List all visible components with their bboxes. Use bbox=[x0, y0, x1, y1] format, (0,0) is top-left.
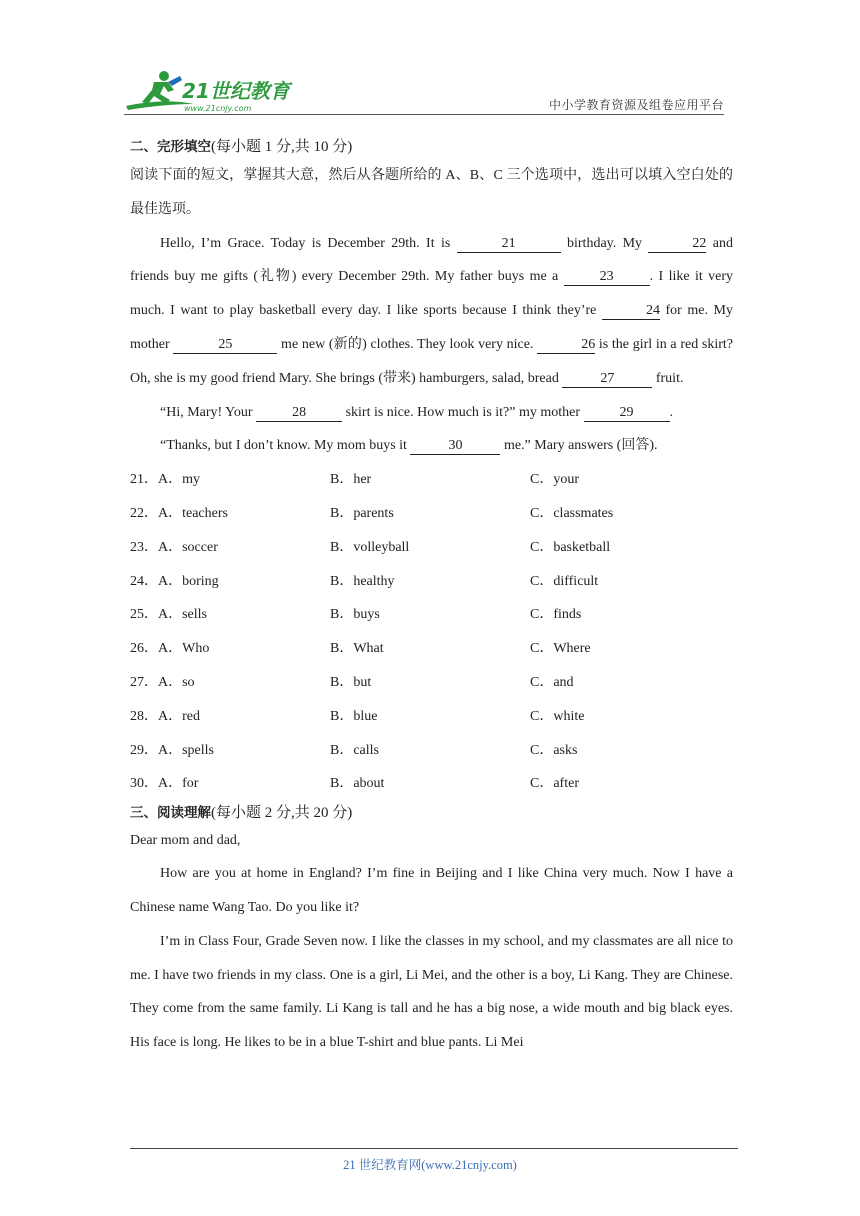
option-row-27 bbox=[130, 666, 733, 700]
option-a: 30．A．for bbox=[130, 776, 199, 792]
letter-paragraph-1: How are you at home in England? I’m fine in Beijing and I like China very much. Now I have a Chinese name Wang Tao. Do you like it? bbox=[130, 866, 733, 915]
runner-logo-icon bbox=[124, 68, 294, 114]
option-row-21 bbox=[130, 463, 733, 497]
section2-title-bold: 二、完形填空 bbox=[130, 139, 211, 155]
option-b: B．but bbox=[330, 674, 372, 690]
section2-instruction: 阅读下面的短文，掌握其大意，然后从各题所给的 A、B、C 三个选项中，选出可以填入空白处的最佳选项。 bbox=[130, 168, 733, 217]
option-row-23 bbox=[130, 531, 733, 565]
section2-title bbox=[130, 135, 733, 159]
text-run: for me. My mother bbox=[130, 303, 733, 352]
section3-title-rest: (每小题 2 分,共 20 分) bbox=[211, 805, 353, 822]
option-c: C．Where bbox=[530, 641, 591, 657]
blank-25: 25 bbox=[173, 337, 277, 354]
text-run: is the girl in a red skirt? Oh, she is my good friend Mary. She brings (带来) hamburgers, salad, bread bbox=[130, 336, 734, 386]
option-c: C．and bbox=[530, 674, 574, 690]
option-b: B．volleyball bbox=[330, 539, 410, 555]
option-row-24 bbox=[130, 565, 733, 599]
option-a: 24．A．boring bbox=[130, 573, 219, 589]
text-run: me.” Mary answers (回答). bbox=[500, 438, 658, 454]
text-run: “Hi, Mary! Your bbox=[160, 404, 257, 420]
text-run: “Thanks, but I don’t know. My mom buys it bbox=[160, 438, 411, 454]
cloze-paragraph-2 bbox=[130, 396, 733, 430]
letter-paragraph-2: I’m in Class Four, Grade Seven now. I like the classes in my school, and my classmates are all nice to me. I have two friends in my class. One is a girl, Li Mei, and the other is a boy, Li Kang. They are Chinese. They come from the same family. Li Kang is tall and he has a big nose, a wide mouth and big black eyes. His face is long. He likes to be in a blue T-shirt and blue pants. Li Mei bbox=[130, 933, 733, 1051]
platform-label: 中小学教育资源及组卷应用平台 bbox=[548, 98, 724, 112]
option-b: B．about bbox=[330, 776, 385, 792]
text-run: me new (新的) clothes. They look very nice. bbox=[277, 336, 538, 352]
option-b: B．her bbox=[330, 472, 372, 488]
text-run: birthday. My bbox=[560, 235, 649, 251]
option-row-25 bbox=[130, 598, 733, 632]
blank-28: 28 bbox=[256, 405, 342, 422]
cloze-paragraph-3 bbox=[130, 429, 733, 463]
option-b: B．parents bbox=[330, 505, 394, 521]
header-divider bbox=[124, 114, 724, 115]
text-run: skirt is nice. How much is it?” my mother bbox=[342, 404, 584, 420]
options-list bbox=[130, 463, 733, 801]
option-c: C．after bbox=[530, 776, 579, 792]
option-a: 21．A．my bbox=[130, 472, 200, 488]
option-a: 25．A．sells bbox=[130, 607, 207, 623]
blank-26: 26 bbox=[537, 337, 595, 354]
logo-text: 21世纪教育 bbox=[182, 79, 290, 103]
text-run: Hello, I’m Grace. Today is December 29th. It is bbox=[160, 235, 457, 251]
blank-24: 24 bbox=[602, 303, 660, 320]
option-c: C．asks bbox=[530, 742, 578, 758]
site-logo bbox=[124, 68, 294, 114]
option-c: C．white bbox=[530, 708, 585, 724]
option-row-29 bbox=[130, 734, 733, 768]
option-row-28 bbox=[130, 700, 733, 734]
option-a: 23．A．soccer bbox=[130, 539, 218, 555]
cloze-paragraph-1 bbox=[130, 227, 733, 396]
page-header bbox=[124, 68, 724, 116]
option-c: C．finds bbox=[530, 607, 582, 623]
blank-27: 27 bbox=[562, 371, 652, 388]
logo-url: www.21cnjy.com bbox=[184, 104, 252, 113]
option-a: 27．A．so bbox=[130, 674, 195, 690]
section3-title-bold: 三、阅读理解 bbox=[130, 805, 211, 822]
section2-title-rest: (每小题 1 分,共 10 分) bbox=[211, 139, 353, 155]
option-a: 26．A．Who bbox=[130, 641, 210, 657]
option-c: C．difficult bbox=[530, 573, 599, 589]
option-b: B．calls bbox=[330, 742, 379, 758]
footer-text: 21 世纪教育网(www.21cnjy.com) bbox=[343, 1158, 517, 1172]
option-c: C．basketball bbox=[530, 539, 611, 555]
option-c: C．your bbox=[530, 472, 579, 488]
blank-29: 29 bbox=[584, 405, 670, 422]
option-b: B．What bbox=[330, 641, 384, 657]
option-c: C．classmates bbox=[530, 505, 614, 521]
text-run: and friends buy me gifts (礼物) every December 29th. My father buys me a bbox=[130, 235, 733, 285]
option-row-30 bbox=[130, 767, 733, 801]
option-row-22 bbox=[130, 497, 733, 531]
text-run: . I like it very much. I want to play basketball every day. I like sports because I think they’re bbox=[130, 269, 734, 319]
section3-title bbox=[130, 801, 733, 825]
option-a: 29．A．spells bbox=[130, 742, 214, 758]
content bbox=[130, 135, 733, 1060]
option-row-26 bbox=[130, 632, 733, 666]
text-run: fruit. bbox=[652, 370, 684, 386]
blank-22: 22 bbox=[648, 236, 706, 253]
footer-divider bbox=[130, 1148, 738, 1149]
option-a: 28．A．red bbox=[130, 708, 200, 724]
option-b: B．buys bbox=[330, 607, 380, 623]
option-b: B．blue bbox=[330, 708, 378, 724]
text-run: . bbox=[669, 404, 674, 420]
option-b: B．healthy bbox=[330, 573, 395, 589]
blank-23: 23 bbox=[564, 269, 650, 286]
letter-salutation: Dear mom and dad, bbox=[130, 833, 241, 849]
blank-30: 30 bbox=[410, 438, 500, 455]
option-a: 22．A．teachers bbox=[130, 505, 228, 521]
blank-21: 21 bbox=[457, 236, 561, 253]
